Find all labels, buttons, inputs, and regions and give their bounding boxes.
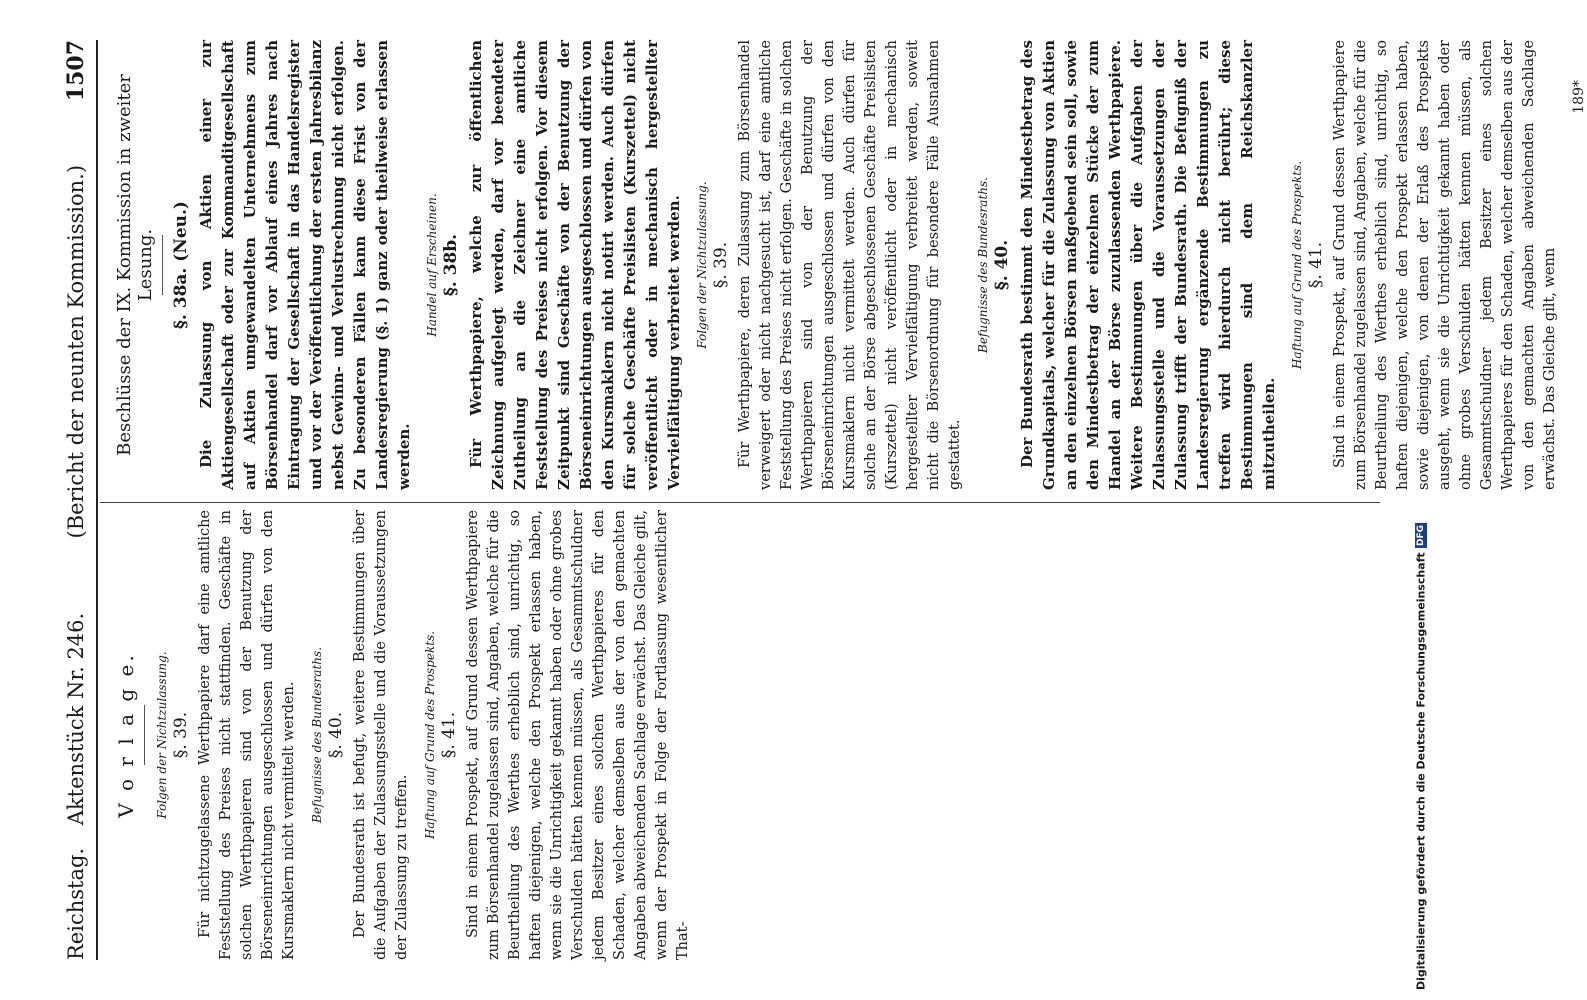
margin-note: Haftung auf Grund des Prospekts. — [423, 630, 437, 840]
paragraph-heading: §. 40. — [326, 711, 346, 759]
column-divider — [100, 502, 1380, 503]
digitization-note — [1412, 10, 1430, 990]
page-header — [58, 40, 94, 960]
paragraph-heading: §. 39. — [171, 711, 191, 759]
left-column-title: V o r l a g e. — [114, 652, 138, 818]
right-sections — [171, 40, 1561, 490]
dfg-logo: DFG — [1416, 525, 1426, 547]
margin-note: Befugnisse des Bundesraths. — [976, 177, 990, 353]
header-left: Reichstag. — [64, 847, 88, 960]
paragraph-heading: §. 38a. (Neu.) — [171, 201, 191, 329]
paragraph-text: Die Zulassung von Aktien einer zur Aktiengesellschaft oder zur Kommanditgesellschaft auf Aktien umgewandelten Unternehmens zum Börsenhandel darf vor Ablauf eines Jahres nach Eintragung der Gesellschaft in das Handelsregister und vor der Veröffentlichung der ersten Jahresbilanz nebst Gewinn- und Verlustrechnung nicht erfolgen. Zu besonderen Fällen kann diese Frist von der Landesregierung (§. 1) ganz oder theilweise erlassen werden. — [197, 40, 413, 490]
right-column — [100, 40, 1587, 490]
header-rule — [96, 40, 98, 960]
title-rule — [162, 235, 163, 295]
paragraph-heading: §. 41. — [439, 711, 459, 759]
paragraph-text: Für Werthpapiere, welche zur öffentlichen Zeichnung aufgelegt werden, darf vor beendeter Zutheilung an die Zeichner eine amtliche Feststellung des Preises nicht erfolgen. Vor diesem Zeitpunkt sind Geschäfte von der Benutzung der Börseneinrichtungen ausgeschlossen und dürfen von den Kursmaklern nicht notirt werden. Auch dürfen für solche Geschäfte Preislisten (Kurszettel) nicht veröffentlicht oder in mechanisch hergestellter Vervielfältigung verbreitet werden. — [467, 40, 683, 490]
left-sections — [155, 510, 694, 960]
margin-note: Folgen der Nichtzulassung. — [155, 651, 169, 819]
left-column — [100, 510, 1390, 960]
paragraph-text: Der Bundesrath ist befugt, weitere Bestimmungen über die Aufgaben der Zulassungsstelle und die Voraussetzungen der Zulassung zu treffen. — [352, 510, 410, 960]
page-number: 1507 — [63, 40, 89, 102]
margin-note: Handel auf Erscheinen. — [425, 193, 439, 337]
title-rule — [144, 705, 145, 765]
paragraph-text: Sind in einem Prospekt, auf Grund dessen Werthpapiere zum Börsenhandel zugelassen sind, Angaben, welche für die Beurtheilung des Werthes erheblich sind, unrichtig, so haften diejenigen, welche den Prospekt erlassen haben, sowie diejenigen, von denen der Erlaß des Prospekts ausgeht, wenn sie die Unrichtigkeit gekannt haben oder ohne grobes Verschulden hätten kennen müssen, als Gesammtschuldner jedem Besitzer eines solchen Werthpapieres für den Schaden, welcher demselben aus der von den gemachten Angaben abweichenden Sachlage erwächst. Das Gleiche gilt, wenn — [1332, 40, 1558, 490]
right-column-title: Beschlüsse der IX. Kommission in zweiter Lesung. — [114, 74, 156, 456]
paragraph-heading: §. 39. — [711, 241, 731, 289]
margin-note: Befugnisse des Bundesraths. — [310, 647, 324, 823]
digitization-text: Digitalisierung gefördert durch die Deutsche Forschungsgemeinschaft — [1414, 552, 1428, 990]
signature-mark: 189* — [1571, 80, 1587, 114]
paragraph-text: Für nichtzugelassene Werthpapiere darf eine amtliche Feststellung des Preises nicht stattfinden. Geschäfte in solchen Werthpapieren sind von der Benutzung der Börseneinrichtungen ausgeschlossen und dürfen von den Kursmaklern nicht vermittelt werden. — [197, 510, 297, 960]
paragraph-text: Sind in einem Prospekt, auf Grund dessen Werthpapiere zum Börsenhandel zugelassen sind, Angaben, welche für die Beurtheilung des Werthes erheblich sind, unrichtig, so haften diejenigen, welche den Prospekt erlassen haben, wenn sie die Unrichtigkeit gekannt haben oder ohne grobes Verschulden hätten kennen müssen, als Gesammtschuldner jedem Besitzer eines solchen Werthpapieres für den Schaden, welcher demselben aus der von den gemachten Angaben abweichenden Sachlage erwächst. Das Gleiche gilt, wenn der Prospekt in Folge der Fortlassung wesentlicher That- — [465, 509, 691, 960]
header-akten: Aktenstück Nr. 246. — [64, 612, 88, 826]
paragraph-heading: §. 38b. — [441, 233, 461, 297]
margin-note: Folgen der Nichtzulassung. — [695, 181, 709, 349]
paragraph-heading: §. 41. — [1306, 241, 1326, 289]
paragraph-heading: §. 40. — [992, 239, 1012, 291]
margin-note: Haftung auf Grund des Prospekts. — [1290, 160, 1304, 370]
header-middle: (Bericht der neunten Kommission.) — [64, 164, 88, 539]
paragraph-text: Für Werthpapiere, deren Zulassung zum Börsenhandel verweigert oder nicht nachgesucht ist, darf eine amtliche Feststellung des Preises nicht erfolgen. Geschäfte in solchen Werthpapieren sind von der Benutzung der Börseneinrichtungen ausgeschlossen und dürfen von den Kursmaklern nicht vermittelt werden. Auch dürfen für solche an der Börse abgeschlossenen Geschäfte Preislisten (Kurszettel) nicht veröffentlicht oder in mechanisch hergestellter Vervielfältigung verbreitet werden, soweit nicht die Börsenordnung für besondere Fälle Ausnahmen gestattet. — [737, 40, 963, 490]
paragraph-text: Der Bundesrath bestimmt den Mindestbetrag des Grundkapitals, welcher für die Zulassung von Aktien an den einzelnen Börsen maßgebend sein soll, sowie den Mindestbetrag der einzelnen Stücke der zum Handel an der Börse zuzulassenden Werthpapiere. Weitere Bestimmungen über die Aufgaben der Zulassungsstelle und die Voraussetzungen der Zulassung trifft der Bundesrath. Die Befugniß der Landesregierung ergänzende Bestimmungen zu treffen wird hierdurch nicht berührt; diese Bestimmungen sind dem Reichskanzler mitzutheilen. — [1018, 40, 1278, 490]
